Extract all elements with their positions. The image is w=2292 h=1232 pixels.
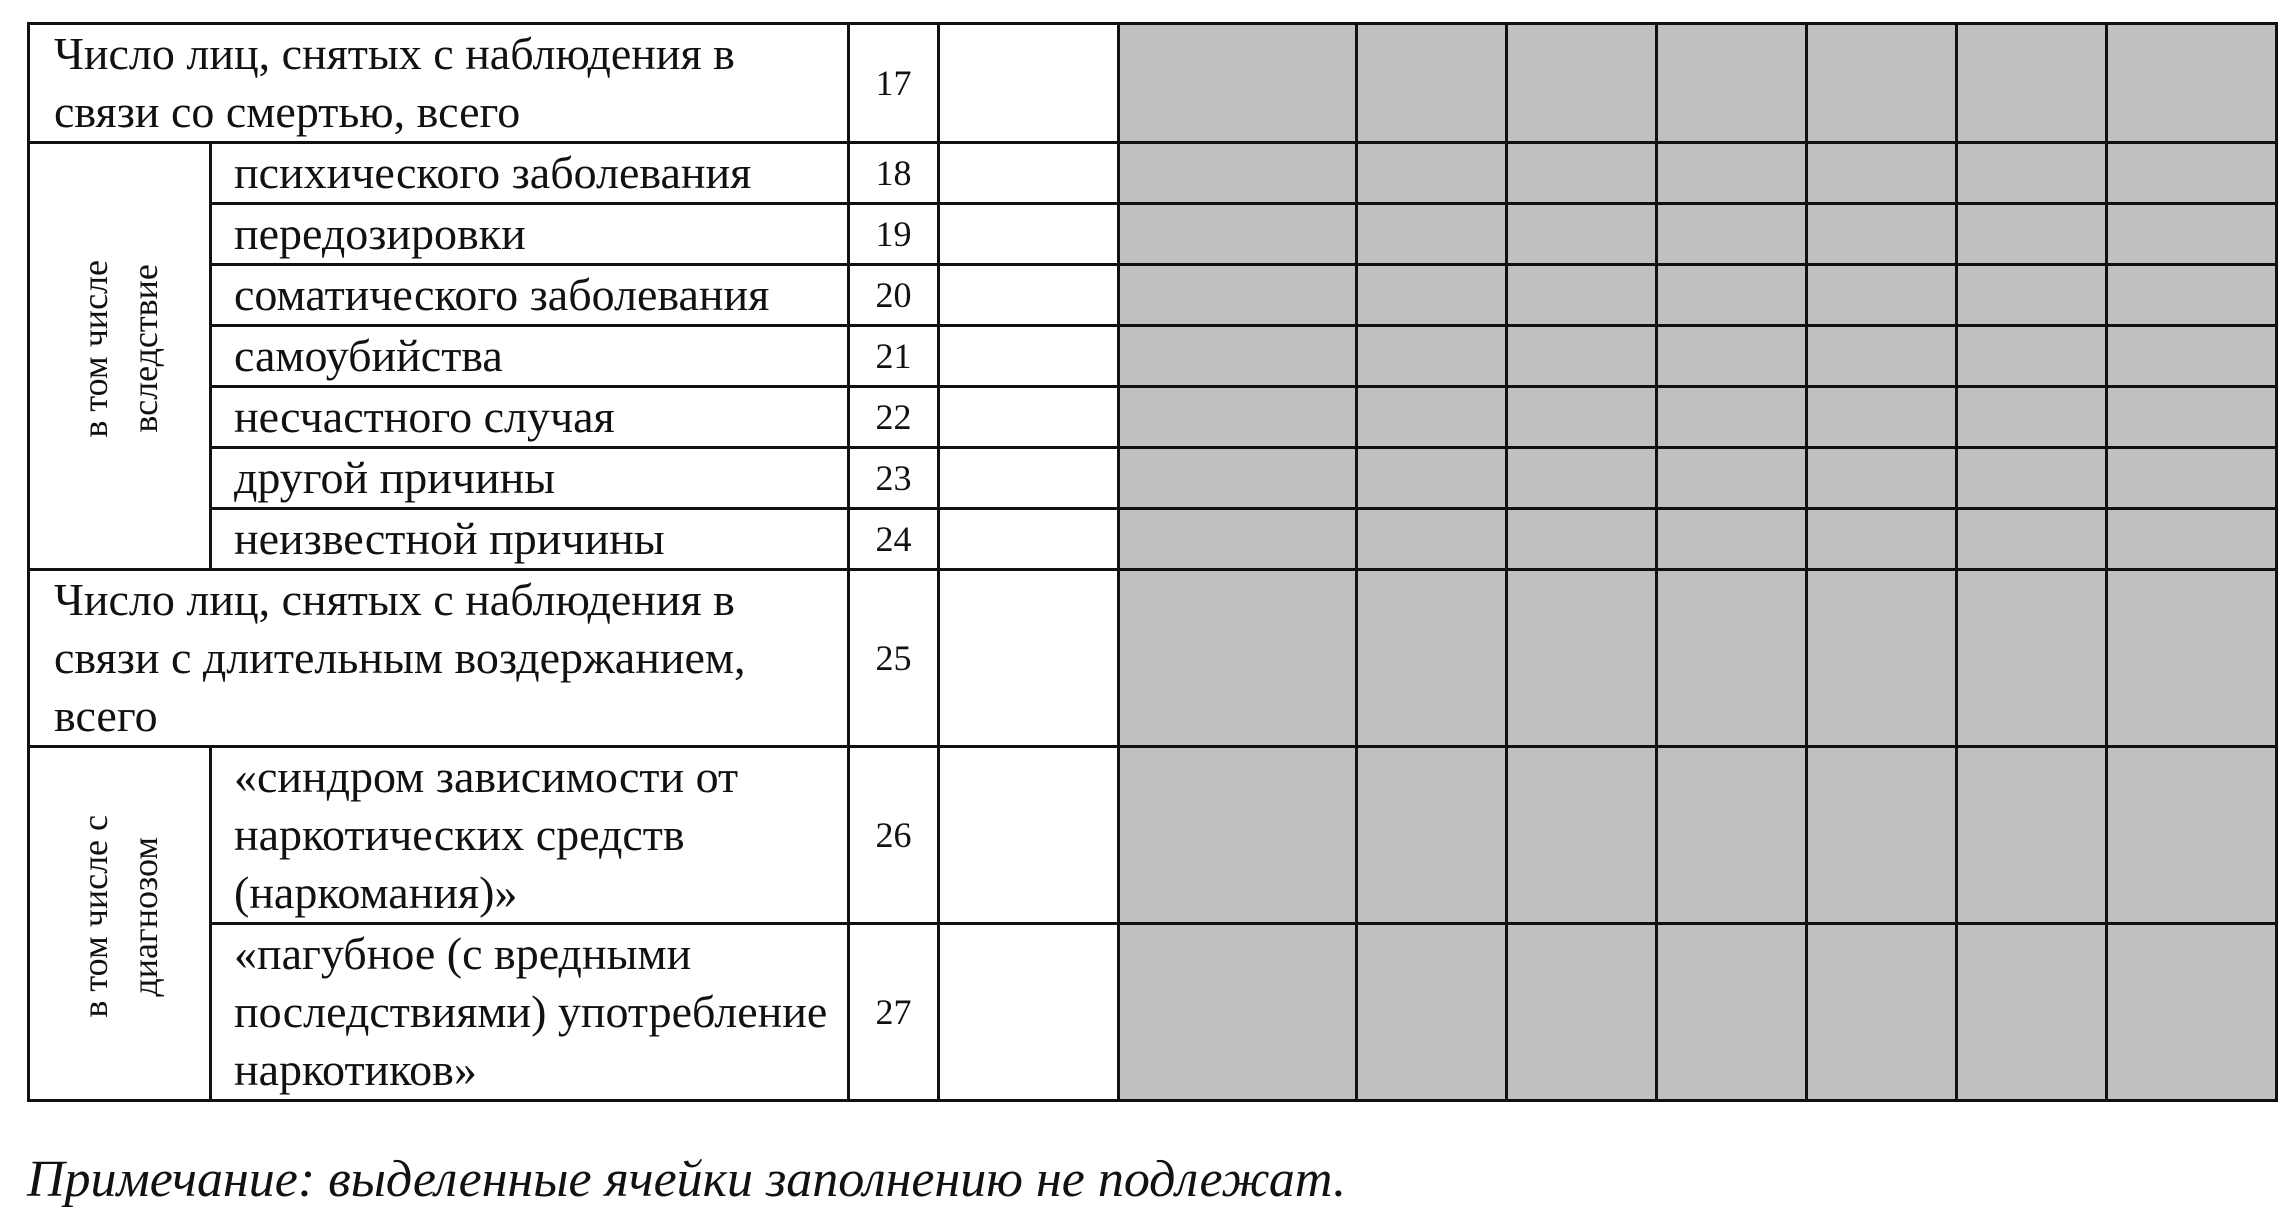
- shaded-cell: [1957, 924, 2107, 1101]
- shaded-cell: [1357, 24, 1507, 143]
- shaded-cell: [1957, 747, 2107, 924]
- shaded-cell: [1807, 924, 1957, 1101]
- group-label-with-diagnosis: [29, 747, 211, 1101]
- row-label: соматического заболевания: [211, 265, 849, 326]
- shaded-cell: [1957, 143, 2107, 204]
- shaded-cell: [1507, 143, 1657, 204]
- shaded-cell: [1807, 448, 1957, 509]
- row-number: 25: [849, 570, 939, 747]
- footnote: Примечание: выделенные ячейки заполнению не подлежат.: [27, 1151, 1347, 1208]
- shaded-cell: [1657, 265, 1807, 326]
- shaded-cell: [1657, 143, 1807, 204]
- shaded-cell: [1657, 326, 1807, 387]
- table-row: [29, 448, 2277, 509]
- shaded-cell: [1119, 509, 1357, 570]
- data-cell[interactable]: [939, 24, 1119, 143]
- row-label: «пагубное (с вредными последствиями) употребление наркотиков»: [211, 924, 849, 1101]
- shaded-cell: [2107, 387, 2277, 448]
- shaded-cell: [1957, 265, 2107, 326]
- shaded-cell: [2107, 265, 2277, 326]
- group-label-text: в том числе вследствие: [74, 260, 165, 438]
- shaded-cell: [1507, 326, 1657, 387]
- row-number: 21: [849, 326, 939, 387]
- shaded-cell: [1657, 570, 1807, 747]
- table-row: [29, 24, 2277, 143]
- data-cell[interactable]: [939, 448, 1119, 509]
- shaded-cell: [1357, 326, 1507, 387]
- table-row: [29, 570, 2277, 747]
- shaded-cell: [1507, 387, 1657, 448]
- shaded-cell: [1807, 265, 1957, 326]
- shaded-cell: [1357, 265, 1507, 326]
- shaded-cell: [1957, 570, 2107, 747]
- shaded-cell: [1119, 143, 1357, 204]
- shaded-cell: [1119, 326, 1357, 387]
- shaded-cell: [1357, 143, 1507, 204]
- shaded-cell: [1119, 24, 1357, 143]
- shaded-cell: [1657, 924, 1807, 1101]
- data-cell[interactable]: [939, 747, 1119, 924]
- shaded-cell: [1507, 265, 1657, 326]
- data-cell[interactable]: [939, 204, 1119, 265]
- shaded-cell: [1357, 387, 1507, 448]
- shaded-cell: [2107, 570, 2277, 747]
- shaded-cell: [1657, 448, 1807, 509]
- shaded-cell: [1119, 387, 1357, 448]
- group-label-due-to: [29, 143, 211, 570]
- row-number: 17: [849, 24, 939, 143]
- shaded-cell: [1357, 204, 1507, 265]
- table-row: [29, 509, 2277, 570]
- shaded-cell: [1657, 204, 1807, 265]
- row-label: неизвестной причины: [211, 509, 849, 570]
- shaded-cell: [1657, 509, 1807, 570]
- shaded-cell: [1657, 24, 1807, 143]
- table-row: [29, 143, 2277, 204]
- shaded-cell: [2107, 448, 2277, 509]
- table-body: [29, 24, 2277, 1101]
- row-number: 22: [849, 387, 939, 448]
- row-label: психического заболевания: [211, 143, 849, 204]
- row-number: 23: [849, 448, 939, 509]
- table-row: [29, 747, 2277, 924]
- shaded-cell: [2107, 204, 2277, 265]
- shaded-cell: [1119, 747, 1357, 924]
- shaded-cell: [1119, 924, 1357, 1101]
- shaded-cell: [1507, 204, 1657, 265]
- table-row: [29, 387, 2277, 448]
- shaded-cell: [2107, 924, 2277, 1101]
- shaded-cell: [1807, 570, 1957, 747]
- shaded-cell: [1507, 570, 1657, 747]
- shaded-cell: [1119, 204, 1357, 265]
- row-number: 20: [849, 265, 939, 326]
- shaded-cell: [1507, 509, 1657, 570]
- shaded-cell: [1507, 24, 1657, 143]
- shaded-cell: [2107, 143, 2277, 204]
- data-cell[interactable]: [939, 326, 1119, 387]
- shaded-cell: [2107, 326, 2277, 387]
- shaded-cell: [1957, 387, 2107, 448]
- row-number: 27: [849, 924, 939, 1101]
- report-table: [27, 22, 2278, 1102]
- row-label: «синдром зависимости от наркотических средств (наркомания)»: [211, 747, 849, 924]
- row-number: 26: [849, 747, 939, 924]
- shaded-cell: [1807, 204, 1957, 265]
- row-number: 19: [849, 204, 939, 265]
- table-row: [29, 265, 2277, 326]
- shaded-cell: [1807, 326, 1957, 387]
- data-cell[interactable]: [939, 570, 1119, 747]
- table-row: [29, 326, 2277, 387]
- table-row: [29, 924, 2277, 1101]
- row-label: передозировки: [211, 204, 849, 265]
- shaded-cell: [1357, 509, 1507, 570]
- shaded-cell: [1657, 387, 1807, 448]
- shaded-cell: [1357, 747, 1507, 924]
- shaded-cell: [1807, 509, 1957, 570]
- shaded-cell: [1507, 448, 1657, 509]
- data-cell[interactable]: [939, 265, 1119, 326]
- shaded-cell: [1957, 204, 2107, 265]
- shaded-cell: [2107, 747, 2277, 924]
- shaded-cell: [1357, 570, 1507, 747]
- shaded-cell: [1807, 143, 1957, 204]
- shaded-cell: [1957, 448, 2107, 509]
- row-label: самоубийства: [211, 326, 849, 387]
- shaded-cell: [2107, 24, 2277, 143]
- shaded-cell: [1957, 24, 2107, 143]
- data-cell[interactable]: [939, 387, 1119, 448]
- shaded-cell: [1657, 747, 1807, 924]
- data-cell[interactable]: [939, 143, 1119, 204]
- row-number: 24: [849, 509, 939, 570]
- shaded-cell: [1957, 509, 2107, 570]
- row-label: несчастного случая: [211, 387, 849, 448]
- row-label: Число лиц, снятых с наблюдения в связи с длительным воздержанием, всего: [29, 570, 849, 747]
- shaded-cell: [1119, 570, 1357, 747]
- shaded-cell: [1119, 448, 1357, 509]
- table-row: [29, 204, 2277, 265]
- shaded-cell: [1807, 387, 1957, 448]
- shaded-cell: [1957, 326, 2107, 387]
- group-label-text: в том числе с диагнозом: [74, 815, 165, 1018]
- row-label: Число лиц, снятых с наблюдения в связи со смертью, всего: [29, 24, 849, 143]
- data-cell[interactable]: [939, 509, 1119, 570]
- shaded-cell: [1507, 924, 1657, 1101]
- shaded-cell: [1807, 747, 1957, 924]
- row-number: 18: [849, 143, 939, 204]
- shaded-cell: [1807, 24, 1957, 143]
- row-label: другой причины: [211, 448, 849, 509]
- data-cell[interactable]: [939, 924, 1119, 1101]
- shaded-cell: [1507, 747, 1657, 924]
- shaded-cell: [2107, 509, 2277, 570]
- shaded-cell: [1119, 265, 1357, 326]
- shaded-cell: [1357, 448, 1507, 509]
- shaded-cell: [1357, 924, 1507, 1101]
